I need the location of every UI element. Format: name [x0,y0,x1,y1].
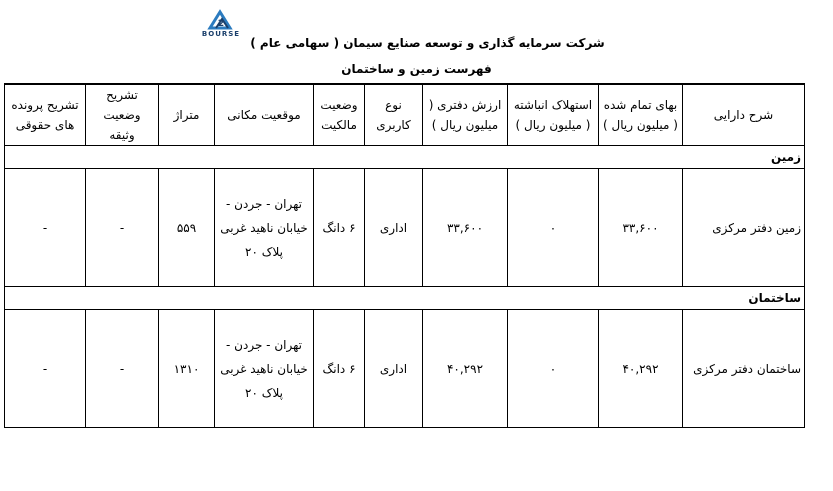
cell-deed-status: - [86,310,159,428]
cell-cost: ۳۳,۶۰۰ [599,169,683,287]
header-cost: بهای تمام شده ( میلیون ریال ) [599,84,683,146]
section-title-land: زمین [5,146,805,169]
cell-legal-case: - [5,169,86,287]
page-subtitle: فهرست زمین و ساختمان [341,62,492,76]
header-depreciation: استهلاک انباشته ( میلیون ریال ) [508,84,599,146]
header-ownership: وضعیت مالکیت [314,84,365,146]
cell-location: تهران - جردن - خیابان ناهید غربی پلاک ۲۰ [215,310,314,428]
cell-legal-case: - [5,310,86,428]
company-title: شرکت سرمایه گذاری و توسعه صنایع سیمان ( سهامی عام ) [250,36,605,50]
header-book-value: ارزش دفتری ( میلیون ریال ) [423,84,508,146]
cell-usage: اداری [365,169,423,287]
cell-asset-desc: ساختمان دفتر مرکزی [683,310,805,428]
cell-area: ۱۳۱۰ [159,310,215,428]
assets-table [4,83,805,428]
cell-deed-status: - [86,169,159,287]
table-row [5,169,805,287]
svg-text:2: 2 [217,19,225,29]
logo-text: BOURSE [201,30,241,38]
header-asset-desc: شرح دارایی [683,84,805,146]
header-location: موقعیت مکانی [215,84,314,146]
header-area: متراژ [159,84,215,146]
section-row-land [5,146,805,169]
header-row [5,84,805,146]
cell-cost: ۴۰,۲۹۲ [599,310,683,428]
cell-depreciation: ۰ [508,310,599,428]
header-legal-case: تشریح پرونده های حقوقی [5,84,86,146]
cell-depreciation: ۰ [508,169,599,287]
section-row-building [5,287,805,310]
header-usage: نوع کاربری [365,84,423,146]
cell-asset-desc: زمین دفتر مرکزی [683,169,805,287]
cell-usage: اداری [365,310,423,428]
cell-book-value: ۴۰,۲۹۲ [423,310,508,428]
section-title-building: ساختمان [5,287,805,310]
logo-mark-icon [196,8,246,32]
cell-ownership: ۶ دانگ [314,169,365,287]
cell-area: ۵۵۹ [159,169,215,287]
table-row [5,310,805,428]
cell-ownership: ۶ دانگ [314,310,365,428]
cell-location: تهران - جردن - خیابان ناهید غربی پلاک ۲۰ [215,169,314,287]
header-deed-status: تشریح وضعیت وثیقه [86,84,159,146]
cell-book-value: ۳۳,۶۰۰ [423,169,508,287]
